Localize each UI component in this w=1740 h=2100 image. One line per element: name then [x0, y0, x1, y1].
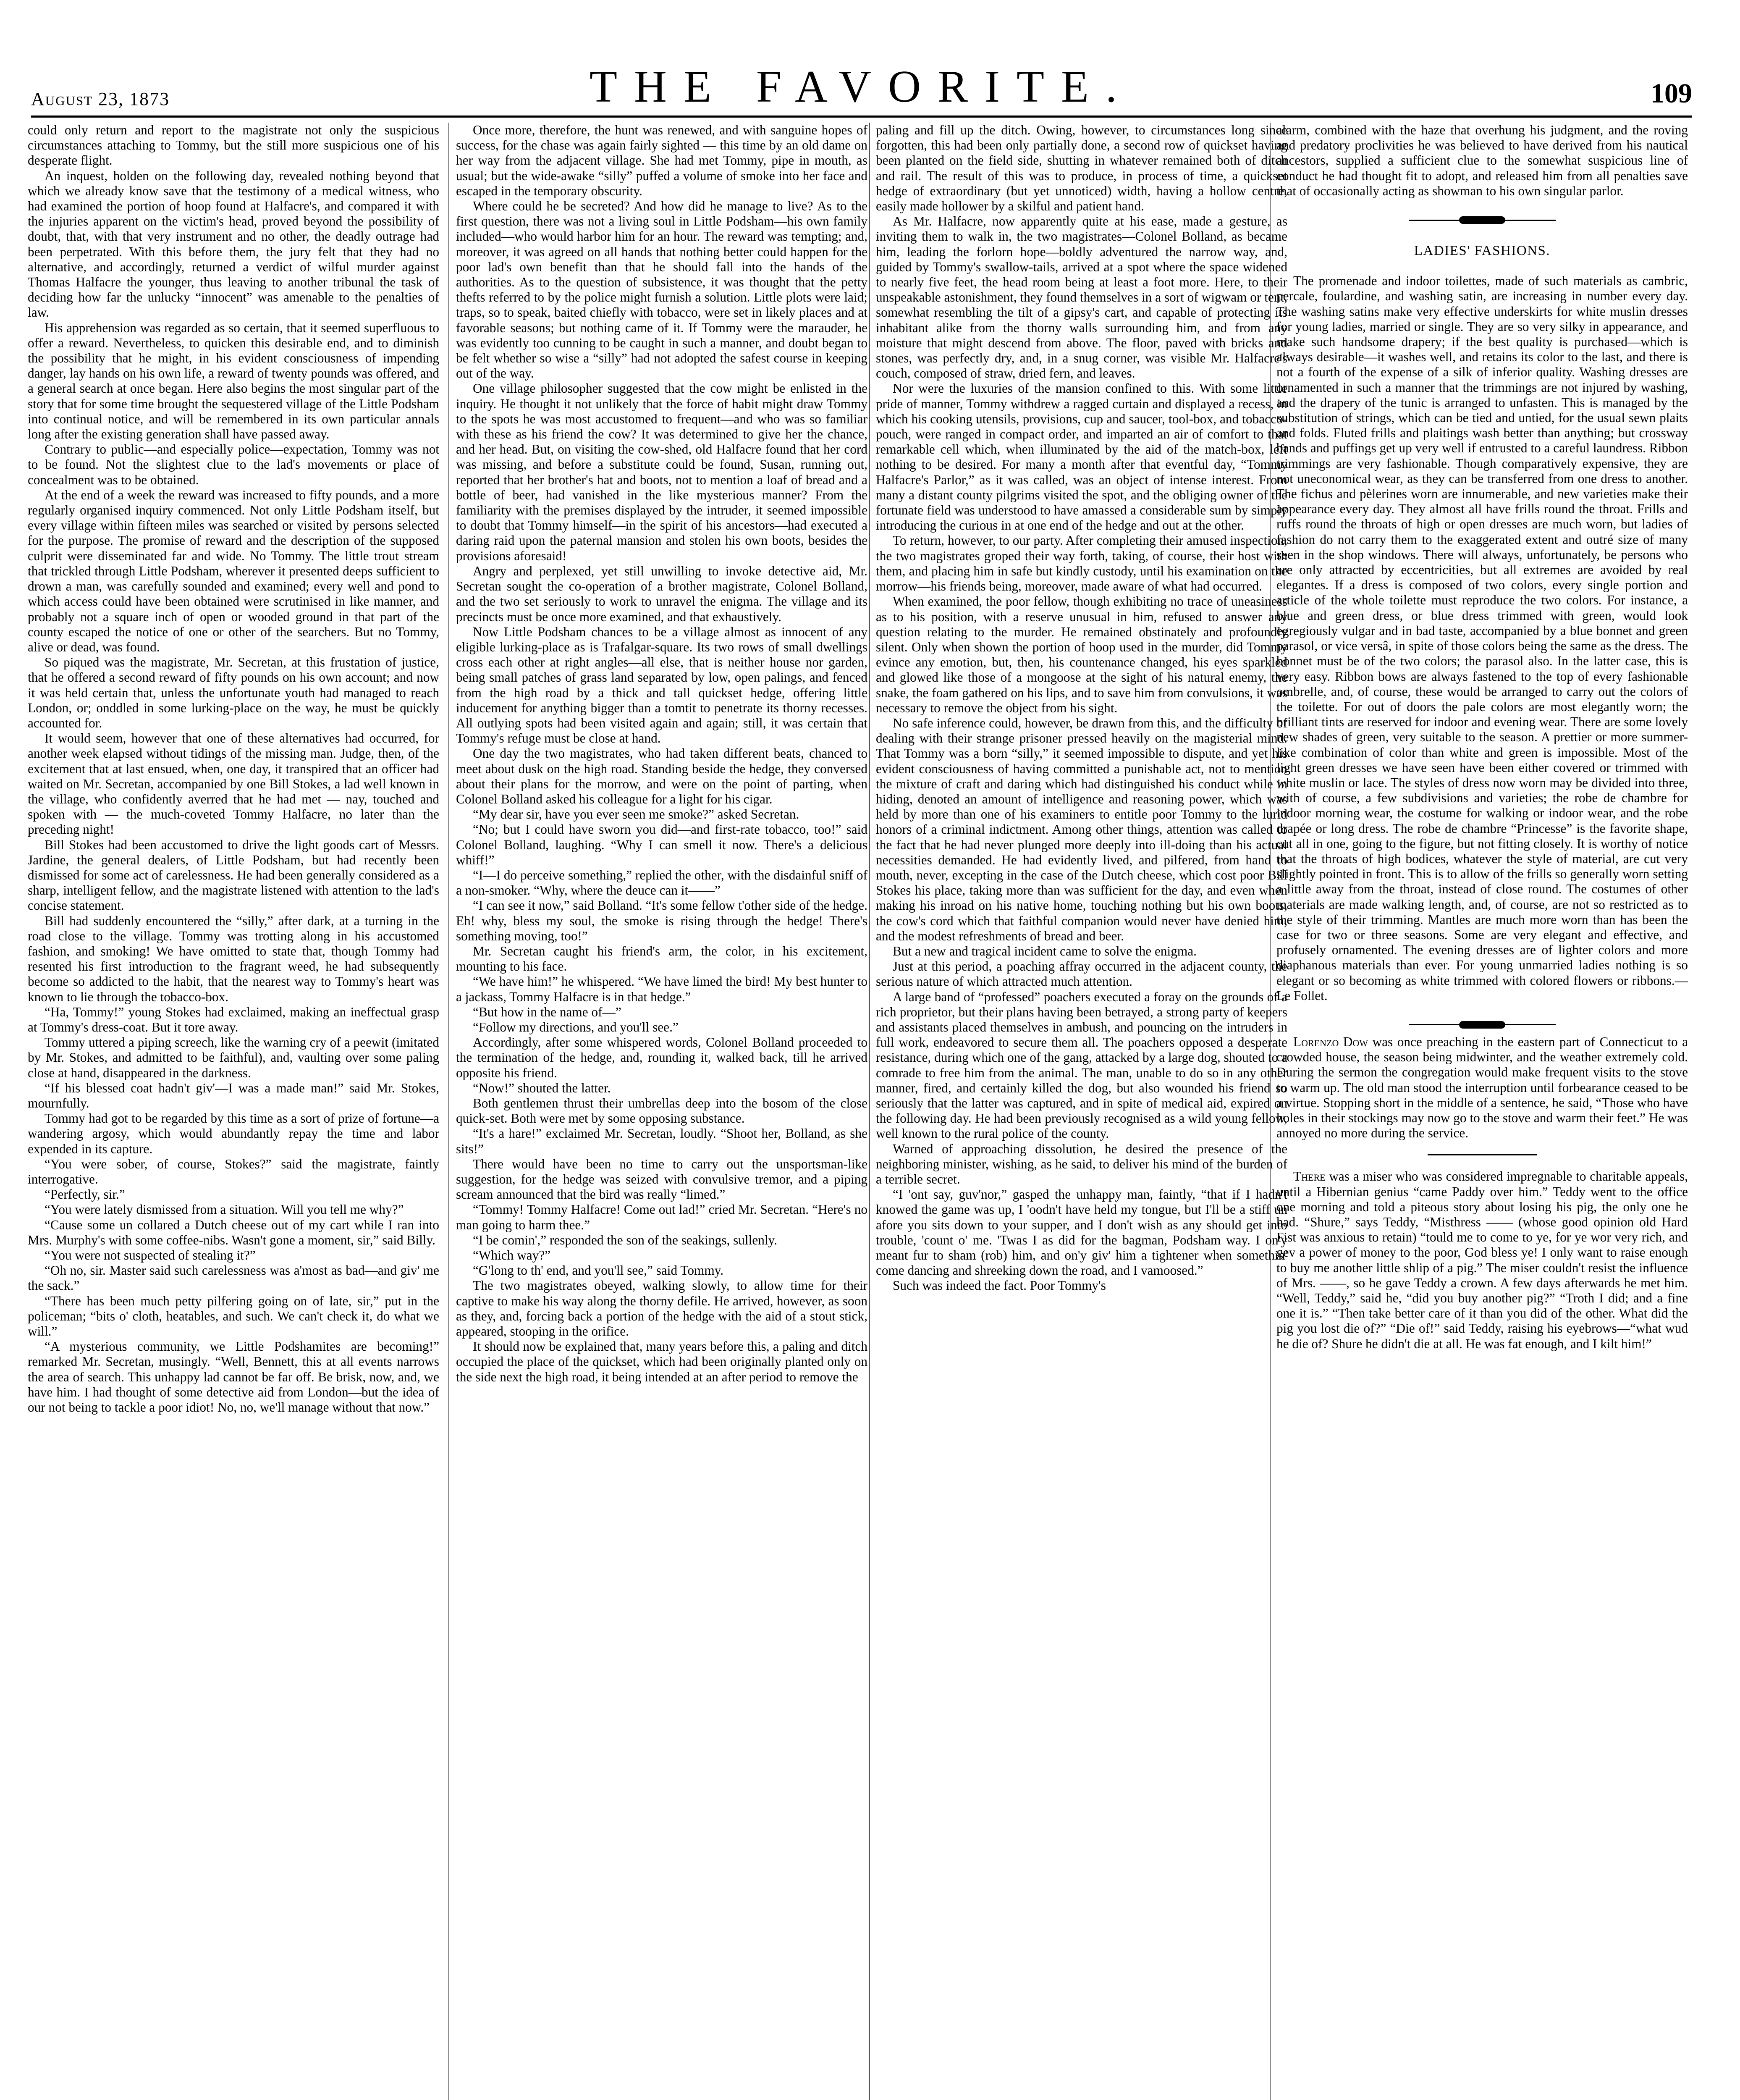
paragraph: “Now!” shouted the latter. — [473, 1080, 611, 1095]
story-column-1 — [28, 123, 439, 2100]
masthead — [31, 59, 1692, 118]
paragraph: A large band of “professed” poachers executed a foray on the grounds of a rich proprietor, but their plans having been betrayed, a strong party of keepers and assistants placed themselves in ambush, and pouncing on the intruders in full work, endeavored to secure them all. The poachers opposed a desperate resistance, during which one of the gang, attacked by a large dog, shouted to a comrade to free him from the animal. The man, unable to do so in any other manner, fired, and certainly killed the dog, but also wounded his friend so seriously that the latter was captured, and in spite of medical aid, expired on the following day. He had been previously recognised as a wild young fellow, well known to the rural police of the county. — [876, 989, 1287, 1141]
paragraph: Bill had suddenly encountered the “silly,” after dark, at a turning in the road close to the village. Tommy was trotting along in his accustomed fashion, and smoking! We have omitted to state that, though Tommy had resented his first introduction to the fragrant weed, he had subsequently become so addicted to the habit, that the nearest way to Tommy's heart was known to lie through the tobacco-box. — [28, 913, 439, 1004]
paragraph: It should now be explained that, many years before this, a paling and ditch occupied the place of the quickset, which had been originally planted only on the side next the high road, it being intended at an after period to remove the — [456, 1339, 867, 1384]
paragraph: “You were sober, of course, Stokes?” said the magistrate, faintly interrogative. — [28, 1156, 439, 1187]
paragraph: “It's a hare!” exclaimed Mr. Secretan, loudly. “Shoot her, Bolland, as she sits!” — [456, 1126, 867, 1156]
anecdote-lorenzo-dow — [1276, 1034, 1688, 1141]
page-number: 109 — [1651, 78, 1692, 109]
anecdote-text: was once preaching in the eastern part of Connecticut to a crowded house, the season being midwinter, and the weather extremely cold. During the sermon the congregation would make frequent visits to the stove to warm up. The old man stood the interruption until forbearance ceased to be a virtue. Stopping short in the middle of a sentence, he said, “Those who have holes in their stockings may now go to the stove and warm their feet.” He was annoyed no more during the service. — [1276, 1034, 1688, 1141]
paragraph: “A mysterious community, we Little Podshamites are becoming!” remarked Mr. Secretan, musingly. “Well, Bennett, this at all events narrows the area of search. This unhappy lad cannot be far off. Be brisk, now, and, we have him. I had thought of some detective aid from London—but the idea of our not being to tackle a poor idiot! No, no, we'll manage without that now.” — [28, 1339, 439, 1415]
paragraph: “I—I do perceive something,” replied the other, with the disdainful sniff of a non-smoker. “Why, where the deuce can it——” — [456, 867, 867, 898]
paragraph: “You were lately dismissed from a situation. Will you tell me why?” — [45, 1202, 404, 1217]
paragraph: As Mr. Halfacre, now apparently quite at his ease, made a gesture, as inviting them to walk in, the two magistrates—Colonel Bolland, as became him, leading the forlorn hope—boldly adventured the narrow way, and, guided by Tommy's swallow-tails, arrived at a spot where the space widened to nearly five feet, the head room being at least a foot more. Here, to their unspeakable astonishment, they found themselves in a sort of wigwam or tent, somewhat resembling the tilt of a gipsy's cart, and capable of protecting its inhabitant alike from the thorny walls surrounding him, and from any moisture that might descend from above. The floor, paved with bricks and stones, was perfectly dry, and, in a snug corner, was visible Mr. Halfacre's couch, composed of straw, dried fern, and leaves. — [876, 214, 1287, 381]
paragraph: At the end of a week the reward was increased to fifty pounds, and a more regularly organised inquiry commenced. Not only Little Podsham itself, but every village within fifteen miles was searched or visited by persons selected for the purpose. The promise of reward and the description of the supposed culprit were disseminated far and wide. No Tommy. The little trout stream that trickled through Little Podsham, wherever it presented deeps sufficient to drown a man, was carefully sounded and examined; every well and pond to which access could have been obtained were scrutinised in like manner, and probably not a square inch of open or wooded ground in that part of the county escaped the notice of one or other of the searchers. But no Tommy, alive or dead, was found. — [28, 487, 439, 654]
paragraph: “We have him!” he whispered. “We have limed the bird! My best hunter to a jackass, Tommy Halfacre is in that hedge.” — [456, 974, 867, 1004]
publication-title: THE FAVORITE. — [590, 62, 1134, 112]
paragraph: His apprehension was regarded as so certain, that it seemed superfluous to offer a reward. Nevertheless, to quicken this desirable end, and to diminish the possibility that he might, in his evident consciousness of impending danger, lay hands on his own life, a reward of twenty pounds was offered, and a general search at once began. Here also begins the most singular part of the story that for some time brought the sequestered village of the Little Podsham into continual notice, and will be remembered in its own particular annals long after the existing generation shall have passed away. — [28, 320, 439, 442]
paragraph: There would have been no time to carry out the unsportsman-like suggestion, for the hedge was seized with convulsive tremor, and a piping scream announced that the bird was really “limed.” — [456, 1156, 867, 1202]
paragraph: One village philosopher suggested that the cow might be enlisted in the inquiry. He thought it not unlikely that the force of habit might draw Tommy to the spots he was most accustomed to frequent—and who was so familiar with these as his friend the cow? It was determined to give her the chance, and her head. But, on visiting the cow-shed, old Halfacre found that her cord was missing, and before a substitute could be found, Susan, running out, reported that her brother's hat and boots, not to mention a loaf of bread and a bottle of beer, had vanished in the like mysterious manner? From the familiarity with the premises displayed by the intruder, it seemed impossible to doubt that Tommy himself—in the spirit of his ancestors—had executed a daring raid upon the paternal mansion and stolen his own boots, besides the provisions aforesaid! — [456, 381, 867, 563]
paragraph: “You were not suspected of stealing it?” — [45, 1248, 256, 1263]
ornamental-divider — [1276, 1020, 1688, 1029]
paragraph: “Perfectly, sir.” — [45, 1187, 125, 1202]
paragraph: “Tommy! Tommy Halfacre! Come out lad!” cried Mr. Secretan. “Here's no man going to harm thee.” — [456, 1202, 867, 1232]
column-rule — [869, 123, 870, 2100]
anecdote-miser — [1276, 1169, 1688, 1351]
paragraph: Tommy had got to be regarded by this time as a sort of prize of fortune—a wandering argosy, which would abundantly repay the time and labor expended in its capture. — [28, 1111, 439, 1156]
paragraph: Such was indeed the fact. Poor Tommy's — [893, 1278, 1106, 1293]
story-column-3 — [876, 123, 1287, 2100]
column-rule — [448, 123, 449, 2100]
ornamental-divider — [1276, 215, 1688, 225]
paragraph: Where could he be secreted? And how did he manage to live? As to the first question, there was not a living soul in Little Podsham—his own family included—who would harbor him for an hour. The reward was tempting; and, moreover, it was agreed on all hands that nothing better could happen for the poor lad's own benefit than that he should fall into the hands of the authorities. As to the question of subsistence, it was thought that the petty thefts referred to by the police might furnish a solution. Little plots were laid; traps, so to speak, baited chiefly with tobacco, were set in likely places and at favorable seasons; but nothing came of it. If Tommy were the marauder, he was evidently too cunning to be caught in such a manner, and doubt began to be felt whether so wise a “silly” had not adopted the safest course in keeping out of the way. — [456, 199, 867, 381]
paragraph: The two magistrates obeyed, walking slowly, to allow time for their captive to make his way along the thorny defile. He arrived, however, as soon as they, and, forcing back a portion of the hedge with the aid of a stout stick, appeared, stooping in the orifice. — [456, 1278, 867, 1339]
anecdote-lead: There — [1293, 1169, 1326, 1184]
paragraph: No safe inference could, however, be drawn from this, and the difficulty of dealing with their strange prisoner pressed heavily on the magisterial mind. That Tommy was a born “silly,” it seemed impossible to dispute, and yet his evident consciousness of having committed a punishable act, not to mention the mixture of craft and daring which had distinguished his conduct while in hiding, denoted an amount of intelligence and reasoning power, which was held by more than one of his examiners to entitle poor Tommy to the lurid honors of a criminal indictment. Among other things, attention was called to the fact that he had never plunged more deeply into ill-doing than his actual necessities demanded. He had evidently lived, and pilfered, from hand to mouth, never, excepting in the case of the Dutch cheese, which cost poor Bill Stokes his place, taking more than was sufficient for the day, and even when making his inroad on his native home, touching nothing but his own boots, the cow's cord which that faithful companion would never have denied him, and the modest refreshments of bread and beer. — [876, 715, 1287, 943]
paragraph: When examined, the poor fellow, though exhibiting no trace of uneasiness as to his position, with a reserve unusual in him, refused to answer any question relating to the murder. He remained obstinately and profoundly silent. Only when shown the portion of hoop used in the murder, did Tommy evince any emotion, but, then, his countenance changed, his eyes sparkled and glowed like those of a mongoose at the sight of his natural enemy, the snake, the foam gathered on his lips, and to save him from convulsions, it was necessary to remove the object from his sight. — [876, 594, 1287, 715]
paragraph: An inquest, holden on the following day, revealed nothing beyond that which we already know save that the testimony of a medical witness, who had examined the portion of hoop found at Halfacre's, and compared it with the injuries apparent on the victim's head, proved beyond the possibility of doubt, that, with that very instrument and no other, the deadly outrage had been perpetrated. With this before them, the jury felt that they had no alternative, and accordingly, returned a verdict of wilful murder against Thomas Halfacre the younger, thus leaving to another tribunal the task of deciding how far the unlucky “innocent” was amenable to the penalties of law. — [28, 168, 439, 320]
paragraph: “But how in the name of—” — [473, 1004, 621, 1019]
paragraph: Bill Stokes had been accustomed to drive the light goods cart of Messrs. Jardine, the general dealers, of Little Podsham, but had recently been dismissed for some act of carelessness. He had been generally considered as a sharp, intelligent fellow, and the magistrate listened with attention to the lad's concise statement. — [28, 837, 439, 913]
section-heading-ladies-fashions: LADIES' FASHIONS. — [1414, 243, 1551, 259]
anecdote-text: was a miser who was considered impregnable to charitable appeals, until a Hibernian genius “came Paddy over him.” Teddy went to the office one morning and told a piteous story about losing his pig, the only one he had. “Shure,” says Teddy, “Misthress —— (whose good opinion old Hard Fist was anxious to retain) “tould me to come to ye, for ye wor very rich, and gev a power of money to the poor, God bless ye! I only want to raise enough to buy me another little shlip of a pig.” The miser couldn't resist the influence of Mrs. ——, so he gave Teddy a crown. A few days afterwards he met him. “Well, Teddy,” said he, “did you buy another pig?” “Troth I did; and a fine one it is.” “Then take better care of it than you did of the other. What did the pig you lost die of?” “Die of!” said Teddy, raising his eyebrows—“what wud he die of? Shure he didn't die at all. He was fat enough, and I kilt him!” — [1276, 1169, 1688, 1351]
paragraph: Now Little Podsham chances to be a village almost as innocent of any eligible lurking-place as is Trafalgar-square. Its two rows of small dwellings cross each other at right angles—all else, that is neither house nor garden, being small patches of grass land separated by low, open palings, and fenced from the high road by a thick and tall quickset hedge, offering little inducement for anything bigger than a tomtit to penetrate its thorny recesses. All outlying spots had been visited again and again; still, it was certain that Tommy's refuge must be close at hand. — [456, 624, 867, 746]
paragraph: “No; but I could have sworn you did—and first-rate tobacco, too!” said Colonel Bolland, laughing. “Why I can smell it now. There's a delicious whiff!” — [456, 822, 867, 867]
paragraph: “There has been much petty pilfering going on of late, sir,” put in the policeman; “bits o' cloth, heatables, and such. We can't check it, do what we will.” — [28, 1293, 439, 1339]
paragraph: Angry and perplexed, yet still unwilling to invoke detective aid, Mr. Secretan sought the co-operation of a brother magistrate, Colonel Bolland, and the two set seriously to work to unravel the enigma. The village and its precincts must be once more examined, and that exhaustively. — [456, 563, 867, 624]
paragraph: alarm, combined with the haze that overhung his judgment, and the roving and predatory proclivities he was believed to have derived from his nautical ancestors, supplied a sufficient clue to the somewhat suspicious line of conduct he had thought fit to adopt, and released him from all penalties save that of occasionally acting as showman to his own singular parlor. — [1276, 123, 1688, 198]
paragraph: Just at this period, a poaching affray occurred in the adjacent county, the serious nature of which attracted much attention. — [876, 959, 1287, 989]
issue-date: August 23, 1873 — [31, 89, 170, 109]
paragraph: “If his blessed coat hadn't giv'—I was a made man!” said Mr. Stokes, mournfully. — [28, 1080, 439, 1110]
story-column-2 — [456, 123, 867, 2100]
paragraph: “I be comin',” responded the son of the seakings, sullenly. — [473, 1232, 777, 1247]
paragraph: Tommy uttered a piping screech, like the warning cry of a peewit (imitated by Mr. Stokes, and admitted to be faithful), and, vaulting over some paling close at hand, disappeared in the darkness. — [28, 1035, 439, 1080]
paragraph: Warned of approaching dissolution, he desired the presence of the neighboring minister, wishing, as he said, to deliver his mind of the burden of a terrible secret. — [876, 1141, 1287, 1187]
paragraph: Nor were the luxuries of the mansion confined to this. With some little pride of manner, Tommy withdrew a ragged curtain and displayed a recess, in which his cooking utensils, provisions, cup and saucer, tool-box, and tobacco-pouch, were ranged in compact order, and imparted an air of comfort to that remarkable cell which, when illuminated by the aid of the match-box, left nothing to be desired. For many a month after that eventful day, “Tommy Halfacre's Parlor,” as it was called, was an object of intense interest. From many a distant county pilgrims visited the spot, and the obliging owner of the fortunate field was understood to have amassed a considerable sum by simply introducing the curious in at one end of the hedge and out at the other. — [876, 381, 1287, 533]
paragraph: “Follow my directions, and you'll see.” — [473, 1019, 679, 1034]
paragraph: “G'long to th' end, and you'll see,” said Tommy. — [473, 1263, 724, 1278]
paragraph: “Ha, Tommy!” young Stokes had exclaimed, making an ineffectual grasp at Tommy's dress-coat. But it tore away. — [28, 1004, 439, 1034]
fashions-article — [1276, 273, 1688, 1003]
paragraph: “Cause some un collared a Dutch cheese out of my cart while I ran into Mrs. Murphy's with some coffee-nibs. Wasn't gone a moment, sir,” said Billy. — [28, 1217, 439, 1247]
paragraph: “My dear sir, have you ever seen me smoke?” asked Secretan. — [473, 807, 799, 822]
paragraph: “Which way?” — [473, 1248, 551, 1263]
paragraph: Both gentlemen thrust their umbrellas deep into the bosom of the close quick-set. Both were met by some opposing substance. — [456, 1096, 867, 1126]
paragraph: “I 'ont say, guv'nor,” gasped the unhappy man, faintly, “that if I hadn't knowed the game was up, I 'oodn't have held my tongue, but I'll be a stiff un afore you sits down to your supper, and I don't wish as any should get into trouble, 'count o' me. 'Twas I as did for the bagman, Podsham way. I on'y meant fur to sham (rob) him, and on'y giv' him a tightener when somethin' come dancing and shreeking down the road, and I vamoosed.” — [876, 1187, 1287, 1278]
paragraph: “Oh no, sir. Master said such carelessness was a'most as bad—and giv' me the sack.” — [28, 1263, 439, 1293]
column-4 — [1276, 123, 1688, 2100]
paragraph: paling and fill up the ditch. Owing, however, to circumstances long since forgotten, this had been only partially done, a second row of quickset having been planted on the field side, shutting in whatever remained both of ditch and rail. The result of this was to produce, in process of time, a quickset hedge of extraordinary (but yet unnoticed) width, having a hollow centre, easily made hollower by a skilful and patient hand. — [876, 123, 1287, 214]
story-conclusion — [1276, 123, 1688, 199]
paragraph: But a new and tragical incident came to solve the enigma. — [893, 943, 1197, 958]
paragraph: Mr. Secretan caught his friend's arm, the color, in his excitement, mounting to his face. — [456, 943, 867, 974]
short-rule — [1428, 1154, 1537, 1155]
paragraph: Accordingly, after some whispered words, Colonel Bolland proceeded to the termination of the hedge, and, rounding it, walked back, till he arrived opposite his friend. — [456, 1035, 867, 1080]
paragraph: Contrary to public—and especially police—expectation, Tommy was not to be found. Not the slightest clue to the lad's movements or place of concealment was to be obtained. — [28, 442, 439, 487]
paragraph: To return, however, to our party. After completing their amused inspection, the two magistrates groped their way forth, taking, of course, their host with them, and placing him in safe but kindly custody, until his examination on the morrow—his friends being, moreover, made aware of what had occurred. — [876, 533, 1287, 594]
paragraph: The promenade and indoor toilettes, made of such materials as cambric, percale, foulardine, and washing satin, are increasing in number every day. The washing satins make very effective underskirts for white muslin dresses for young ladies, married or single. They are so very silky in appearance, and make such handsome drapery; if the best quality is purchased—which is always desirable—it washes well, and retains its color to the last, and there is not a fourth of the expense of a silk of inferior quality. Washing dresses are ornamented in such a manner that the trimmings are not injured by washing, and the drapery of the tunic is arranged to unfasten. This is managed by the substitution of strings, which can be tied and untied, for the usual sewn plaits and folds. Fluted frills and plaitings wash better than anything; but crossway bands and puffings get up very well if entrusted to a careful laundress. Ribbon trimmings are very fashionable. Though comparatively expensive, they are not uneconomical wear, as they can be transferred from one dress to another. The fichus and pèlerines worn are innumerable, and new varieties make their appearance every day. They almost all have frills round the throat. Frills and ruffs round the throats of high or open dresses are much worn, but ladies of fashion do not carry them to the exaggerated extent and outré size of many seen in the shop windows. There will always, unfortunately, be persons who are only attracted by eccentricities, but all extremes are avoided by real elegantes. If a dress is composed of two colors, every single portion and article of the whole toilette must reproduce the two colors. For instance, a blue and green dress, or blue dress trimmed with green, would look egregiously vulgar and in bad taste, accompanied by a blue bonnet and green parasol, or vice versâ, in spite of those colors being the same as the dress. The bonnet must be of the two colors; the parasol also. In the latter case, this is very easy. Ribbon bows are always fastened to the top of every fashionable ombrelle, and, of course, these would be arranged to carry out the colors of the toilette. For out of doors the pale colors are most elegantly worn; the brilliant tints are reserved for indoor and evening wear. There are some lovely new shades of green, very suitable to the season. A prettier or more summer-like combination of color than white and green is impossible. Most of the light green dresses we have seen have been either covered or trimmed with white muslin or lace. The styles of dress now worn may be divided into three, with of course, a few subdivisions and varieties; the robe de chambre for indoor morning wear, the costume for walking or indoor wear, and the robe drapée or long dress. The robe de chambre “Princesse” is the favorite shape, cut all in one, going to the figure, but not fitting closely. It is worthy of notice that the throats of high bodices, whatever the style of material, are cut very slightly pointed in front. This is to allow of the frills so generally worn setting a little away from the throat, instead of close round. The costumes of other materials are made walking length, and, of course, are not so restricted as to the style of their trimming. Mantles are much more worn than has been the case for two or three seasons. Some are very elegant and effective, and profusely ornamented. The evening dresses are of lighter colors and more diaphanous materials than ever. For young unmarried ladies nothing is so elegant or so becoming as white trimmed with colored flowers or ribbons.—Le Follet. — [1276, 273, 1688, 1003]
paragraph: One day the two magistrates, who had taken different beats, chanced to meet about dusk on the high road. Standing beside the hedge, they conversed about their plans for the morrow, and were on the point of parting, when Colonel Bolland asked his colleague for a light for his cigar. — [456, 746, 867, 806]
paragraph: It would seem, however that one of these alternatives had occurred, for another week elapsed without tidings of the missing man. Judge, then, of the excitement that at last ensued, when, one day, it transpired that an officer had waited on Mr. Secretan, accompanied by one Bill Stokes, a lad well known in the village, who confidently averred that he had met — nay, touched and spoken with — the much-coveted Tommy Halfacre, no later than the preceding night! — [28, 731, 439, 837]
paragraph: So piqued was the magistrate, Mr. Secretan, at this frustation of justice, that he offered a second reward of fifty pounds on his own account; and now it was held certain that, unless the unfortunate youth had managed to reach London, or; onddled in some lurking-place on the way, he must be quickly accounted for. — [28, 655, 439, 730]
paragraph: could only return and report to the magistrate not only the suspicious circumstances attaching to Tommy, but the still more suspicious one of his desperate flight. — [28, 123, 439, 168]
paragraph: “I can see it now,” said Bolland. “It's some fellow t'other side of the hedge. Eh! why, bless my soul, the smoke is rising through the hedge! There's something moving, too!” — [456, 898, 867, 943]
paragraph: Once more, therefore, the hunt was renewed, and with sanguine hopes of success, for the chase was again fairly sighted — this time by an old dame on her way from the adjacent village. She had met Tommy, pipe in mouth, as usual; but the wide-awake “silly” puffed a volume of smoke into her face and escaped in the temporary obscurity. — [456, 123, 867, 198]
anecdote-lead: Lorenzo Dow — [1293, 1034, 1368, 1049]
